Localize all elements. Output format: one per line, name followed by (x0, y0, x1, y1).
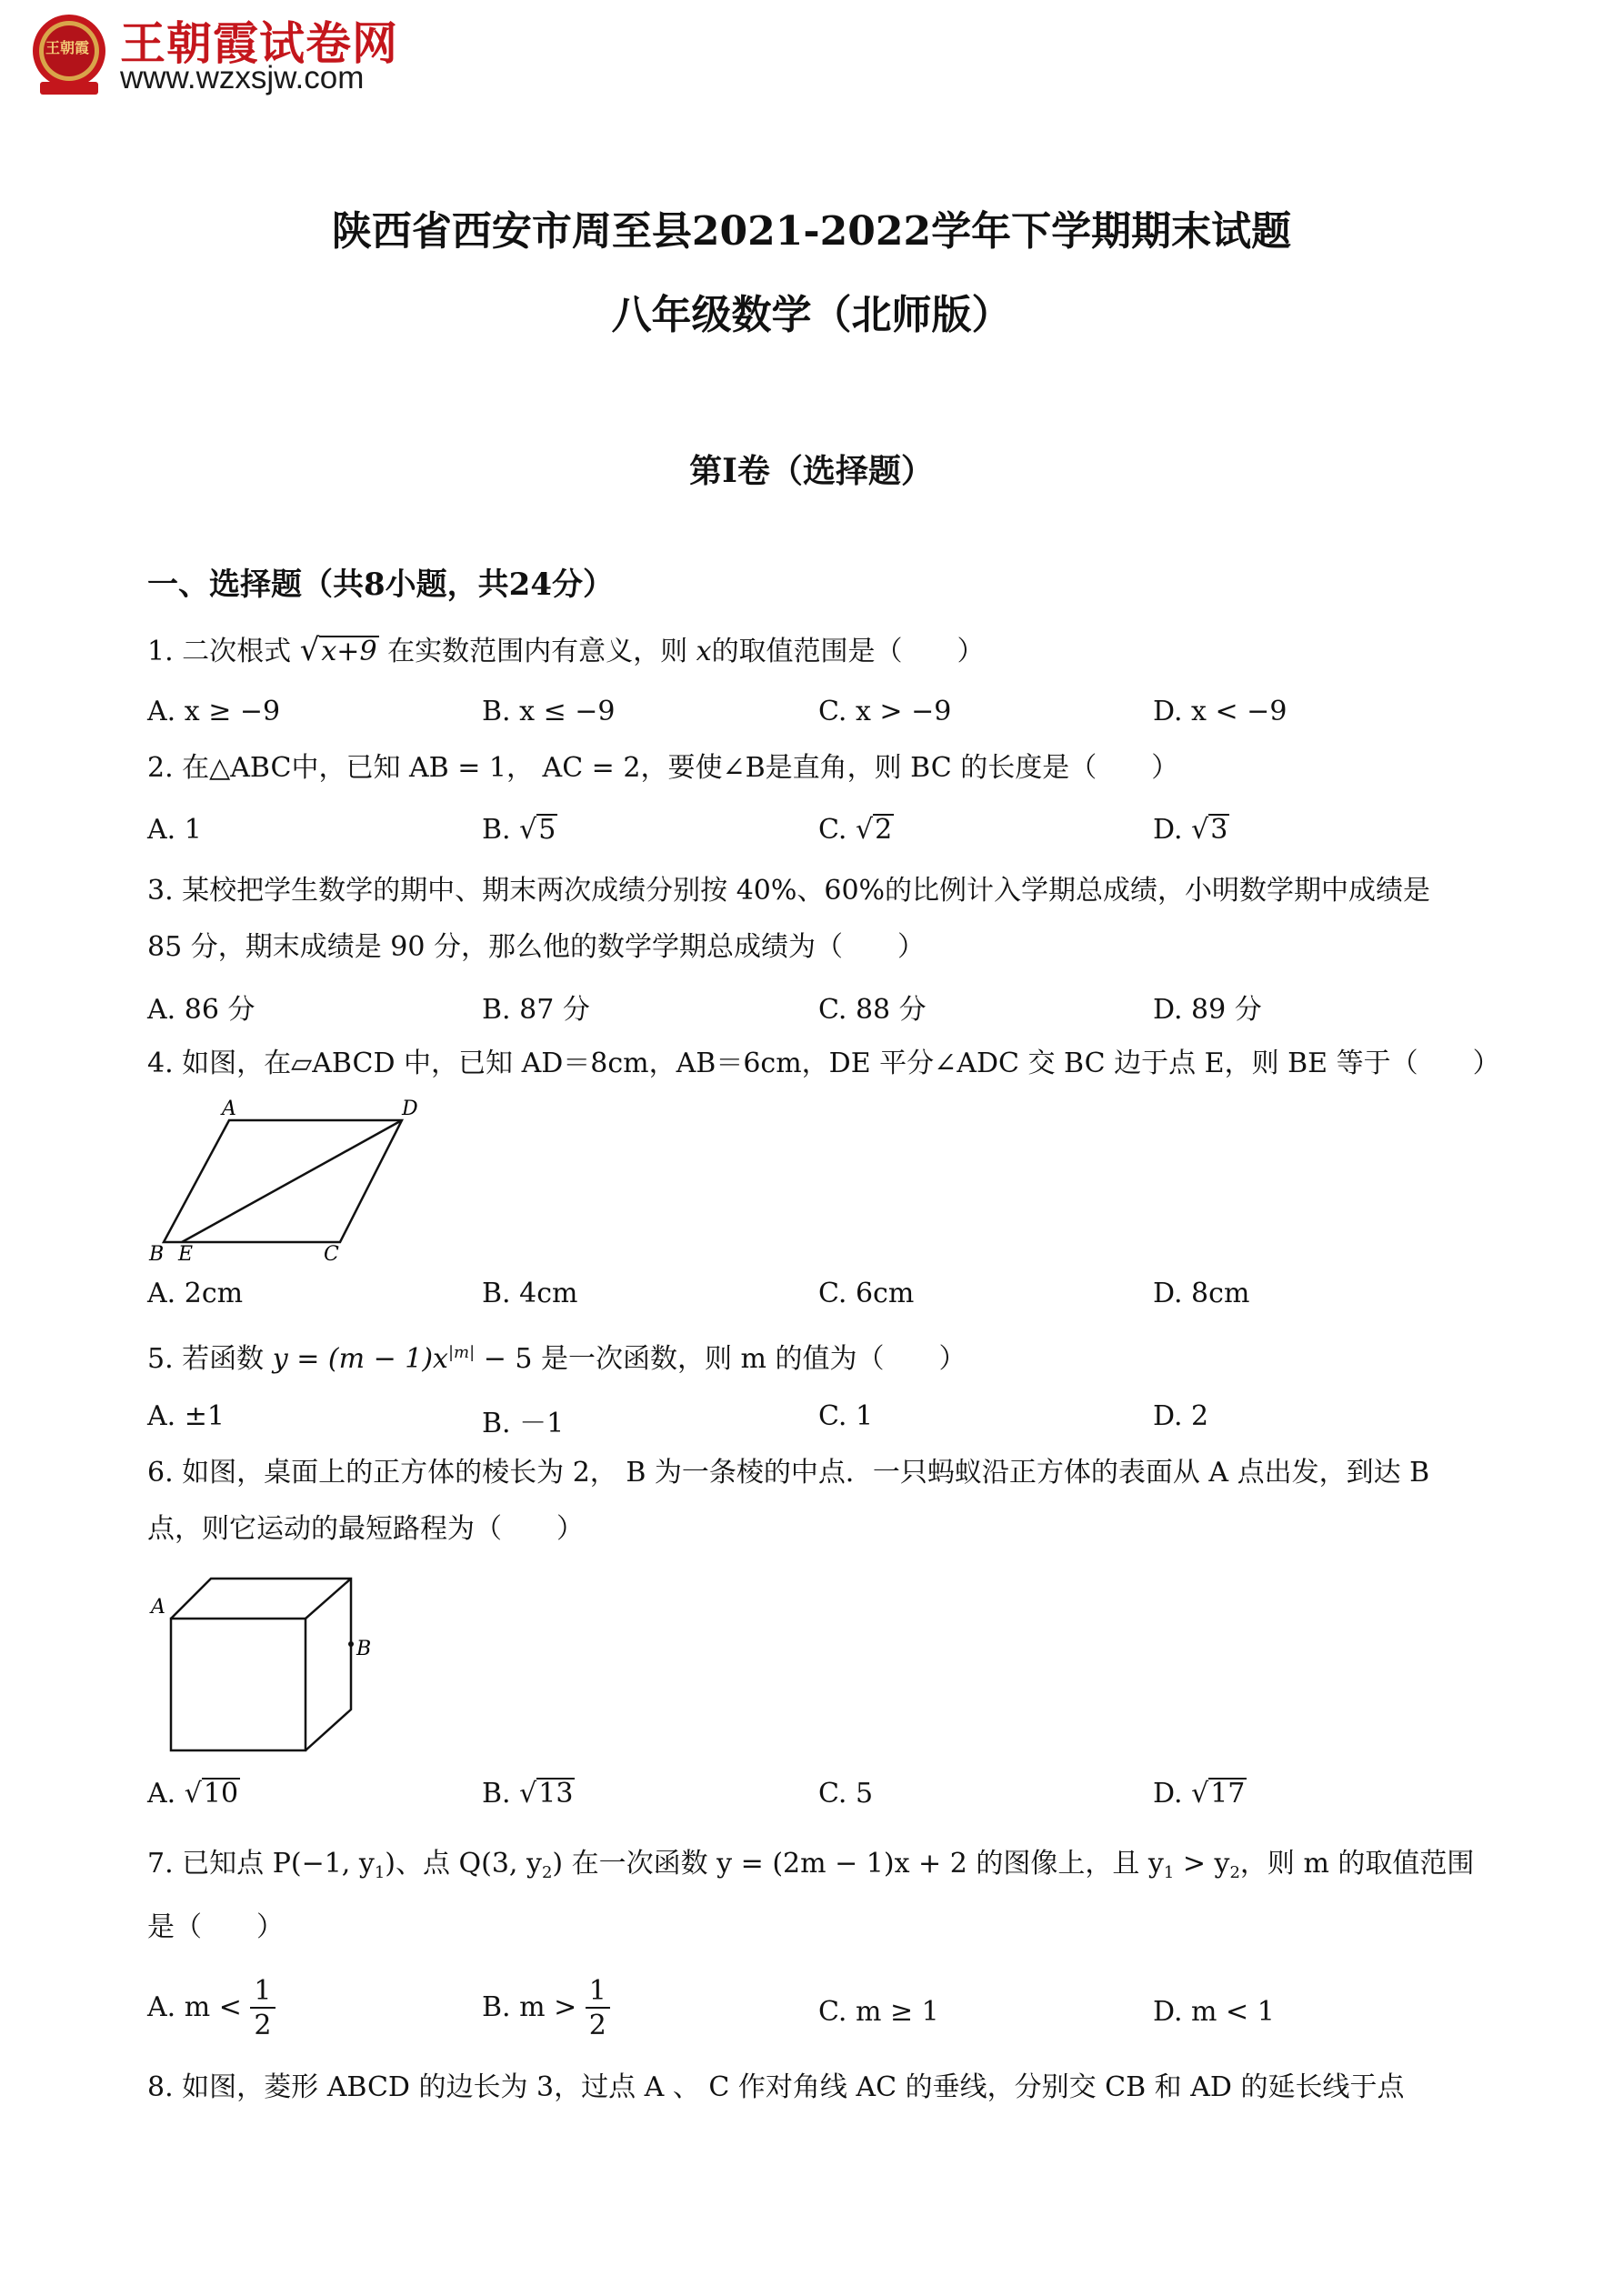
paper-subtitle: 八年级数学（北师版） (611, 292, 1012, 338)
q1-option-a[interactable]: A. x ≥ −9 (147, 696, 281, 727)
q5-option-b[interactable]: B. －1 (482, 1408, 565, 1439)
question-3-line-2: 85 分，期末成绩是 90 分，那么他的数学学期总成绩为（ ） (147, 931, 925, 963)
q4-option-c[interactable]: C. 6cm (818, 1278, 915, 1309)
question-6-line-2: 点，则它运动的最短路程为（ ） (147, 1513, 584, 1545)
q6-option-b[interactable]: B. √13 (482, 1778, 574, 1810)
q5-option-c[interactable]: C. 1 (818, 1400, 874, 1432)
q1-text-c: 的取值范围是（ ） (711, 636, 985, 667)
label-c: C (324, 1243, 339, 1262)
q7-option-c[interactable]: C. m ≥ 1 (818, 1996, 939, 2028)
q4-option-a[interactable]: A. 2cm (147, 1278, 244, 1309)
question-8: 8. 如图，菱形 ABCD 的边长为 3，过点 A 、 C 作对角线 AC 的垂线，分别交 CB 和 AD 的延长线于点 (147, 2071, 1405, 2103)
label-b: B (356, 1638, 372, 1660)
question-7-line-2: 是（ ） (147, 1911, 284, 1943)
section-heading: 一、选择题（共8小题，共24分） (147, 566, 614, 603)
q2-option-d[interactable]: D. √3 (1153, 814, 1228, 846)
label-b: B (149, 1243, 165, 1262)
q2-option-c[interactable]: C. √2 (818, 814, 893, 846)
q1-var: x (696, 636, 712, 667)
part-heading: 第I卷（选择题） (689, 452, 934, 490)
cube-figure (145, 1564, 382, 1764)
q4-option-b[interactable]: B. 4cm (482, 1278, 578, 1309)
q6-option-c[interactable]: C. 5 (818, 1778, 874, 1810)
q6-option-a[interactable]: A. √10 (147, 1778, 239, 1810)
q1-option-d[interactable]: D. x < −9 (1153, 696, 1287, 727)
q3-option-c[interactable]: C. 88 分 (818, 994, 927, 1026)
question-1: 1. 二次根式 √x+9 在实数范围内有意义，则 x的取值范围是（ ） (147, 632, 985, 668)
q2-option-a[interactable]: A. 1 (147, 814, 202, 846)
question-6-line-1: 6. 如图，桌面上的正方体的棱长为 2， B 为一条棱的中点．一只蚂蚁沿正方体的表面从 A 点出发，到达 B (147, 1457, 1430, 1489)
q3-option-a[interactable]: A. 86 分 (147, 994, 255, 1026)
q7-option-d[interactable]: D. m < 1 (1153, 1996, 1275, 2028)
question-7-line-1: 7. 已知点 P(−1, $y_1$)、点 Q(3, $y_2$) 在一次函数 y = (2m − 1)x + 2 的图像上，且 $y_1 > y_2$，则 m 的取值范围 (147, 1848, 1475, 1882)
label-a: A (222, 1098, 236, 1120)
q1-text-a: 1. 二次根式 (147, 636, 292, 667)
paper-title: 陕西省西安市周至县2021-2022学年下学期期末试题 (331, 208, 1292, 255)
site-logo-emblem (25, 9, 116, 100)
site-name: 王朝霞试卷网 (120, 17, 398, 70)
q1-option-c[interactable]: C. x > −9 (818, 696, 952, 727)
parallelogram-figure (145, 1098, 436, 1262)
label-d: D (402, 1098, 418, 1120)
emblem-text: 王朝霞 (45, 39, 90, 56)
q7-option-a[interactable]: A. m < $\frac{1}{2}$ (147, 1978, 276, 2040)
question-5: 5. 若函数 $y = (m - 1)x^{|m|} - 5$ 是一次函数，则 m 的值为（ ） (147, 1343, 967, 1375)
question-4: 4. 如图，在▱ABCD 中，已知 AD＝8cm，AB＝6cm，DE 平分∠ADC 交 BC 边于点 E，则 BE 等于（ ） (147, 1048, 1500, 1079)
q6-option-d[interactable]: D. √17 (1153, 1778, 1246, 1810)
q2-option-b[interactable]: B. √5 (482, 814, 556, 846)
label-e: E (178, 1243, 194, 1262)
q3-option-b[interactable]: B. 87 分 (482, 994, 590, 1026)
site-url[interactable]: www.wzxsjw.com (120, 60, 365, 95)
q7-option-b[interactable]: B. m > $\frac{1}{2}$ (482, 1978, 610, 2040)
q1-radical: x+9 (321, 636, 377, 667)
q1-text-b: 在实数范围内有意义，则 (387, 636, 688, 667)
q5-option-d[interactable]: D. 2 (1153, 1400, 1209, 1432)
q1-option-b[interactable]: B. x ≤ −9 (482, 696, 616, 727)
q4-option-d[interactable]: D. 8cm (1153, 1278, 1250, 1309)
q3-option-d[interactable]: D. 89 分 (1153, 994, 1262, 1026)
label-a: A (151, 1596, 165, 1619)
q5-option-a[interactable]: A. ±1 (147, 1400, 225, 1432)
question-2: 2. 在△ABC中，已知 AB = 1， AC = 2，要使∠B是直角，则 BC 的长度是（ ） (147, 752, 1179, 784)
question-3-line-1: 3. 某校把学生数学的期中、期末两次成绩分别按 40%、60%的比例计入学期总成绩，小明数学期中成绩是 (147, 875, 1431, 907)
